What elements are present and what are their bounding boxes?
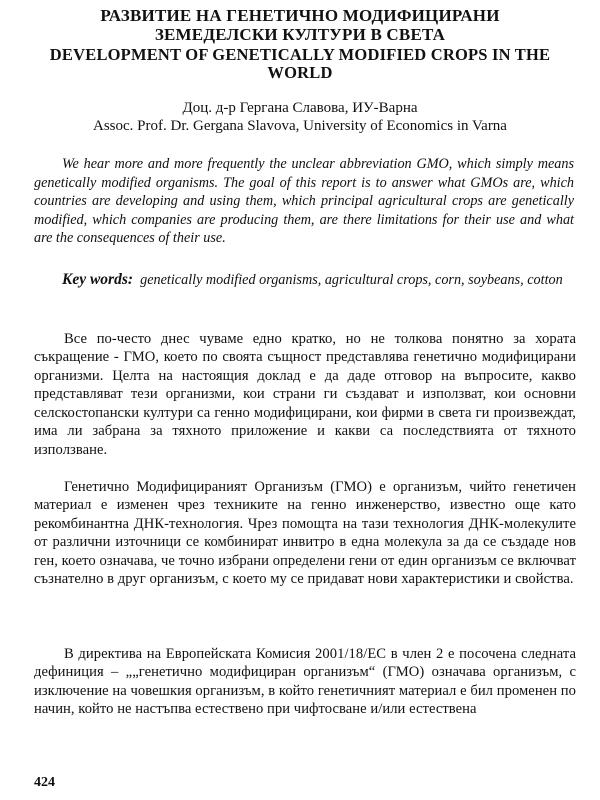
abstract: We hear more and more frequently the unclear abbreviation GMO, which simply means genetically modified organisms. The goal of this report is to answer what GMOs are, which countries are developing and using them, which principal agricultural crops are genetically modified, which companies are producing them, are there limitations for their use and what are the consequences of their use. [34,156,574,247]
keywords-label: Key words: [62,271,134,288]
keywords [34,271,574,290]
title-english-line-1: DEVELOPMENT OF GENETICALLY MODIFIED CROPS IN THE [49,45,551,64]
keywords-list: genetically modified organisms, agricultural crops, corn, soybeans, cotton [140,272,563,288]
title-bulgarian-line-1: РАЗВИТИЕ НА ГЕНЕТИЧНО МОДИФИЦИРАНИ [100,6,500,25]
title-english-line-2: WORLD [267,63,333,82]
author-english: Assoc. Prof. Dr. Gergana Slavova, University of Economics in Varna [93,118,507,134]
author-bulgarian: Доц. д-р Гергана Славова, ИУ-Варна [182,100,418,116]
title-bulgarian-line-2: ЗЕМЕДЕЛСКИ КУЛТУРИ В СВЕТА [154,25,446,44]
body-paragraph-3: В директива на Европейската Комисия 2001/18/ЕС в член 2 е посочена следната дефиниция – „„генетично модифициран организъм“ (ГМО) означава организъм, с изключение на човешкия организъм, в който генетичният материал е бил променен по начин, който не настъпва естествено при чифтосване и/или естествена [34,646,576,718]
body-paragraph-1: Все по-често днес чуваме едно кратко, но не толкова понятно за хората съкращение - ГМО, което по своята същност представлява генетично модифицирани организми. Целта на настоящия доклад е да даде отговор на въпросите, какво представляват тези организми, кои страни ги създават и използват, кои основни селскостопански култури са генно модифицирани, кои фирми в света ги произвеждат, има ли забрана за тяхното приложение и какви са последствията от тяхното използване. [34,331,576,458]
body-paragraph-2: Генетично Модифицираният Организъм (ГМО) е организъм, чийто генетичен материал е изменен чрез техниките на генно инженерство, известно още като рекомбинантна ДНК-технология. Чрез помощта на тази технология ДНК-молекулите от различни източници се комбинират инвитро в една молекула за да се създаде нов ген, което означава, че точно избрани определени гени от един организъм се включват съзнателно в друг организъм, с което му се придават нови характеристики и свойства. [34,479,576,588]
page-number: 424 [34,775,55,790]
